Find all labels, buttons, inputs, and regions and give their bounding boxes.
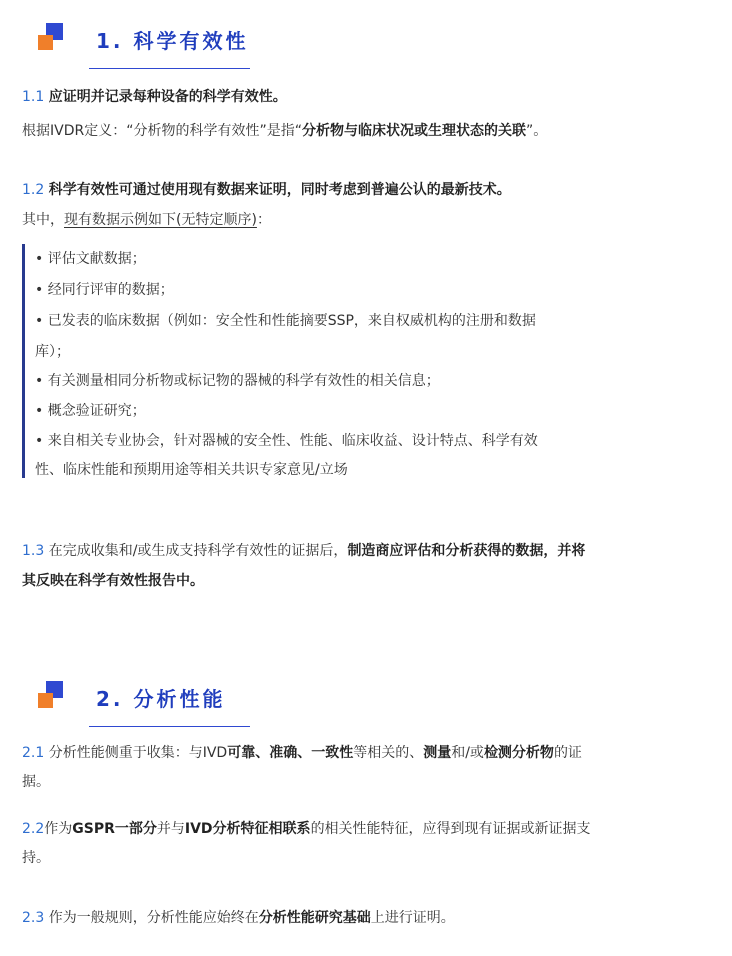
list-item: • 概念验证研究； (35, 403, 146, 419)
paragraph-text: 在完成收集和/或生成支持科学有效性的证据后， (48, 543, 348, 559)
paragraph-text: 科学有效性可通过使用现有数据来证明，同时考虑到普遍公认的最新技术。 (48, 182, 511, 198)
text: 上进行证明。 (370, 910, 455, 926)
definition-end: ”。 (525, 123, 548, 139)
paragraph-2-1-cont (22, 767, 712, 797)
item-number: 2.2 (22, 821, 45, 837)
section-1-heading (0, 14, 732, 74)
paragraph-bold: 制造商应评估和分析获得的数据，并将 (347, 543, 586, 559)
heading-orange-square-icon (38, 693, 53, 708)
paragraph-2-2-cont (22, 843, 712, 873)
examples-intro (22, 205, 712, 235)
definition-text: 根据IVDR定义：“分析物的科学有效性”是指“ (22, 123, 302, 139)
bold: 可靠、准确、一致性 (227, 745, 354, 761)
heading-orange-square-icon (38, 35, 53, 50)
text: 的证 (553, 745, 582, 761)
item-number: 1.2 (22, 182, 45, 198)
bold: 检测分析物 (483, 745, 554, 761)
list-item: • 评估文献数据； (35, 251, 146, 267)
item-number: 2.3 (22, 910, 45, 926)
paragraph-2-2 (22, 814, 712, 844)
section-1-title: 1. 科学有效性 (96, 29, 249, 53)
paragraph-1-1 (22, 82, 712, 112)
list-item: • 有关测量相同分析物或标记物的器械的科学有效性的相关信息； (35, 373, 440, 389)
text: 据。 (22, 774, 50, 790)
paragraph-2-3 (22, 903, 712, 933)
heading-underline (89, 726, 250, 727)
item-number: 1.3 (22, 543, 45, 559)
paragraph-text: 应证明并记录每种设备的科学有效性。 (48, 89, 287, 105)
list-item-continuation: 性、临床性能和预期用途等相关共识专家意见/立场 (35, 462, 348, 478)
paragraph-bold: 其反映在科学有效性报告中。 (22, 573, 204, 589)
intro-text: 其中， (22, 212, 64, 228)
bold: GSPR一部分 (72, 821, 157, 837)
text: 作为 (44, 821, 73, 837)
examples-blockquote (22, 244, 685, 478)
paragraph-1-3-cont (22, 566, 712, 596)
paragraph-1-3 (22, 536, 712, 566)
item-number: 2.1 (22, 745, 45, 761)
list-item-continuation: 库）； (35, 344, 70, 360)
bold: 测量 (423, 745, 452, 761)
definition-paragraph (22, 116, 712, 146)
text: 的相关性能特征，应得到现有证据或新证据支 (310, 821, 591, 837)
bold: IVD分析特征相联系 (184, 821, 311, 837)
bold: 分析性能研究基础 (258, 910, 371, 926)
intro-end: ： (256, 212, 271, 228)
list-item: • 经同行评审的数据； (35, 282, 174, 298)
text: 分析性能侧重于收集：与IVD (48, 745, 228, 761)
text: 作为一般规则，分析性能应始终在 (48, 910, 259, 926)
section-2-heading (0, 670, 732, 730)
text: 和/或 (451, 745, 484, 761)
section-2-title: 2. 分析性能 (96, 687, 226, 711)
intro-underlined: 现有数据示例如下(无特定顺序) (64, 212, 257, 228)
heading-underline (89, 68, 250, 69)
definition-bold: 分析物与临床状况或生理状态的关联 (301, 123, 526, 139)
text: 并与 (156, 821, 185, 837)
item-number: 1.1 (22, 89, 45, 105)
paragraph-1-2 (22, 175, 712, 205)
list-item: • 来自相关专业协会，针对器械的安全性、性能、临床收益、设计特点、科学有效 (35, 433, 538, 449)
list-item: • 已发表的临床数据（例如：安全性和性能摘要SSP，来自权威机构的注册和数据 (35, 313, 536, 329)
paragraph-2-1 (22, 738, 712, 768)
text: 等相关的、 (353, 745, 424, 761)
text: 持。 (22, 850, 50, 866)
